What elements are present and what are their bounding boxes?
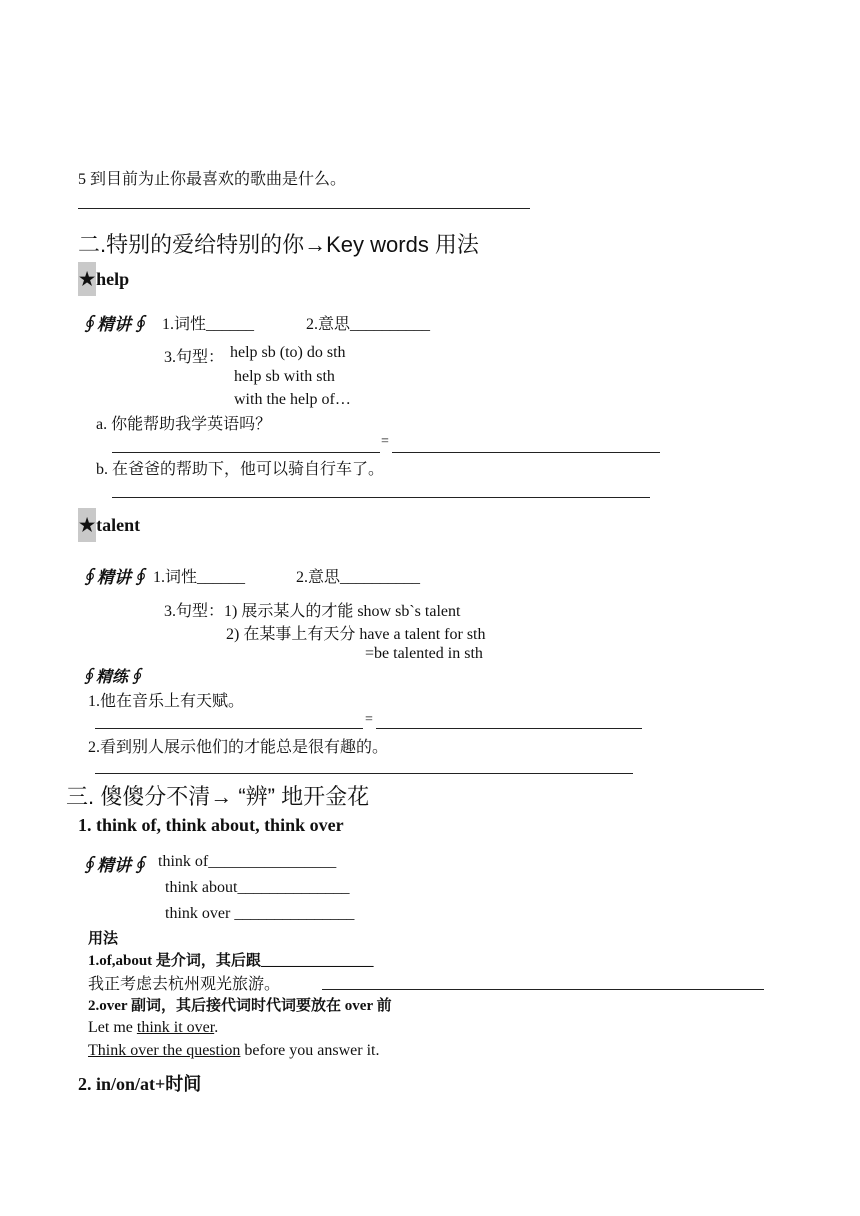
rule-1-text: 1.of,about 是介词，其后跟 <box>88 953 261 969</box>
help-yisi: 2.意思__________ <box>306 316 431 333</box>
rule-1 <box>88 949 373 970</box>
jingjiang-label: ∮精讲∮ <box>80 856 148 875</box>
help-pattern-1: help sb (to) do sth <box>230 344 346 361</box>
talent-exercise-2: 2.看到别人展示他们的才能总是很有趣的。 <box>88 739 389 756</box>
star-icon: ★ <box>78 262 96 296</box>
subsection-1-title: 1. think of, think about, think over <box>78 815 344 835</box>
answer-line <box>112 497 650 498</box>
think-over-line: think over _______________ <box>165 905 355 922</box>
section-2-title: 二.特别的爱给特别的你→Key words 用法 <box>78 232 479 257</box>
talent-yisi: 2.意思__________ <box>296 569 421 586</box>
keyword-help <box>78 262 129 296</box>
help-question-b: b. 在爸爸的帮助下，他可以骑自行车了。 <box>96 461 385 478</box>
keyword-help-label: help <box>96 269 130 289</box>
jinglian-label: ∮精练∮ <box>80 669 145 686</box>
answer-line <box>376 728 642 729</box>
answer-line <box>322 989 764 990</box>
jingjiang-label: ∮精讲∮ <box>80 568 148 587</box>
answer-line <box>95 773 633 774</box>
talent-pattern-3: =be talented in sth <box>365 645 483 662</box>
subsection-2-title: 2. in/on/at+时间 <box>78 1074 202 1094</box>
answer-line <box>392 452 660 453</box>
keyword-talent-label: talent <box>96 515 141 535</box>
think-of-line: think of________________ <box>158 853 337 870</box>
help-cixing: 1.词性______ <box>162 316 255 333</box>
help-juxing-label: 3.句型： <box>164 349 225 366</box>
talent-juxing: 3.句型：1) 展示某人的才能 show sb`s talent <box>164 603 461 620</box>
example-3 <box>88 1042 379 1060</box>
keyword-talent <box>78 508 140 542</box>
answer-line <box>95 728 363 729</box>
yongfa-label: 用法 <box>88 931 119 947</box>
think-about-line: think about______________ <box>165 879 350 896</box>
rule-1-blank: _______________ <box>260 953 374 969</box>
section-3-title: 三. 傻傻分不清→ “辨” 地开金花 <box>66 784 370 809</box>
example-3-underlined: Think over the question <box>88 1042 241 1059</box>
talent-exercise-1: 1.他在音乐上有天赋。 <box>88 693 245 710</box>
example-3-post: before you answer it. <box>240 1042 380 1059</box>
example-1: 我正考虑去杭州观光旅游。 <box>88 976 281 993</box>
rule-2: 2.over 副词，其后接代词时代词要放在 over 前 <box>88 998 392 1014</box>
help-question-a: a. 你能帮助我学英语吗？ <box>96 416 272 433</box>
example-2-pre: Let me <box>88 1019 137 1036</box>
jingjiang-label: ∮精讲∮ <box>80 315 148 334</box>
star-icon: ★ <box>78 508 96 542</box>
answer-line <box>112 452 380 453</box>
example-2-post: . <box>214 1019 219 1036</box>
answer-line <box>78 208 530 209</box>
help-pattern-2: help sb with sth <box>234 368 335 385</box>
help-pattern-3: with the help of… <box>234 391 351 408</box>
example-2 <box>88 1019 218 1037</box>
equals-sign: = <box>365 712 373 727</box>
equals-sign: = <box>381 434 389 449</box>
question-5: 5 到目前为止你最喜欢的歌曲是什么。 <box>78 171 347 188</box>
example-2-underlined: think it over <box>136 1019 215 1036</box>
talent-cixing: 1.词性______ <box>153 569 246 586</box>
talent-pattern-2: 2) 在某事上有天分 have a talent for sth <box>226 626 486 643</box>
